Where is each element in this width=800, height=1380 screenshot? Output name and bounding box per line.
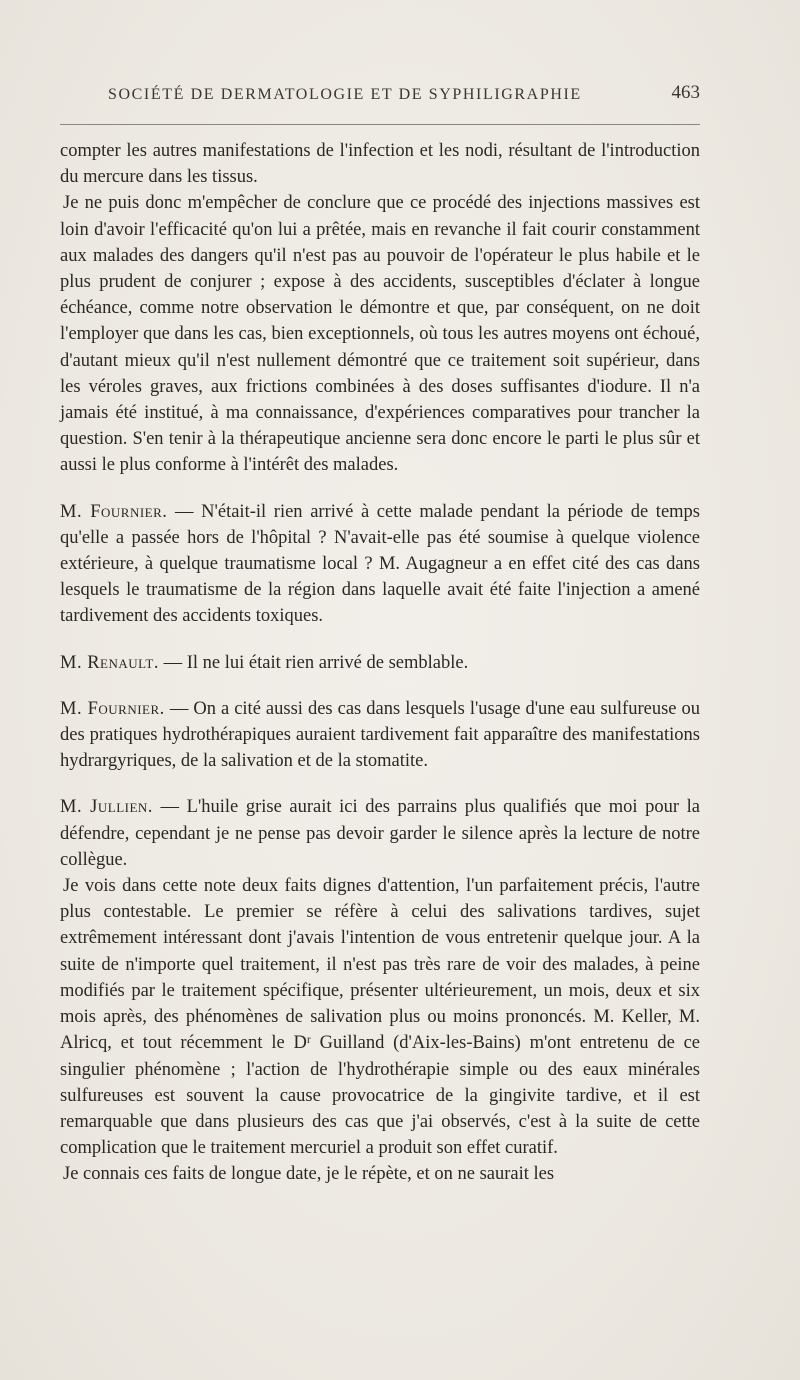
paragraph-salivation: Je vois dans cette note deux faits dignes d'attention, l'un parfaitement précis, l'autre plus contestable. Le premier se réfère à celui des salivations tardives, sujet extrêmement intéressant dont j'avais l'intention de vous entretenir quelque jour. A la suite de n'importe quel traitement, il n'est pas très rare de voir des malades, à peine modifiés par le traitement spécifique, présenter ultérieurement, un mois, deux et six mois après, des phénomènes de salivation plus ou moins prononcés. M. Keller, M. Alricq, et tout récemment le Dʳ Guilland (d'Aix-les-Bains) m'ont entretenu de ce singulier phénomène ; l'action de l'hydrothérapie simple ou des eaux minérales sulfureuses est souvent la cause provocatrice de la gingivite tardive, et il est remarquable que dans plusieurs des cas que j'ai observés, c'est à la suite de cette complication que le traitement mercuriel a produit son effet curatif. — [60, 876, 700, 1159]
paragraph-continuation: compter les autres manifestations de l'infection et les nodi, résultant de l'introduction du mercure dans les tissus. — [60, 141, 700, 188]
page-number: 463 — [671, 82, 700, 103]
speaker-name: M. Fournier. — [60, 698, 165, 719]
paragraph-gap — [60, 774, 700, 794]
paragraph-conclusion: Je ne puis donc m'empêcher de conclure que ce procédé des injections massives est loin d'avoir l'efficacité qu'on lui a prêtée, mais en revanche il fait courir constamment aux malades des dangers qu'il n'est pas au pouvoir de l'opérateur le plus habile et le plus prudent de conjurer ; expose à des accidents, susceptibles d'éclater à longue échéance, comme notre observation le démontre et que, par conséquent, on ne doit l'employer que dans les cas, bien exceptionnels, où tous les autres moyens ont échoué, d'autant mieux qu'il n'est nullement démontré que ce traitement soit supérieur, dans les véroles graves, aux frictions combinées à des doses suffisantes d'iodure. Il n'a jamais été institué, à ma connaissance, d'expériences comparatives pour trancher la question. S'en tenir à la thérapeutique ancienne sera donc encore le parti le plus sûr et aussi le plus conforme à l'intérêt des malades. — [60, 193, 700, 476]
speaker-name: M. Fournier. — [60, 501, 168, 522]
paragraph-final-line: Je connais ces faits de longue date, je le répète, et on ne saurait les — [63, 1164, 555, 1185]
paragraph-fournier-2 — [60, 696, 700, 775]
body-text — [60, 138, 700, 1188]
page-header — [60, 80, 700, 110]
speech-text: — Il ne lui était rien arrivé de semblable. — [158, 652, 469, 673]
paragraph-gap — [60, 676, 700, 696]
speech-text: — L'huile grise aurait ici des parrains plus qualifiés que moi pour la défendre, cependant je ne pense pas devoir garder le silence après la lecture de notre collègue. — [60, 797, 700, 870]
paragraph-renault — [60, 650, 700, 676]
paragraph-gap — [60, 630, 700, 650]
speaker-name: M. Renault. — [60, 652, 159, 673]
header-rule — [60, 124, 700, 125]
speech-text: — N'était-il rien arrivé à cette malade pendant la période de temps qu'elle a passée hors de l'hôpital ? N'avait-elle pas été soumise à quelque violence extérieure, à quelque traumatisme local ? M. Augagneur a en effet cité des cas dans lesquels le traumatisme de la région dans laquelle avait été faite l'injection a amené tardivement des accidents toxiques. — [60, 501, 700, 627]
running-head: SOCIÉTÉ DE DERMATOLOGIE ET DE SYPHILIGRAPHIE — [108, 86, 582, 103]
speech-text: — On a cité aussi des cas dans lesquels l'usage d'une eau sulfureuse ou des pratiques hydrothérapiques auraient tardivement fait apparaître des manifestations hydrargyriques, de la salivation et de la stomatite. — [60, 698, 701, 772]
paragraph-gap — [60, 479, 700, 499]
paragraph-fournier-1 — [60, 499, 700, 630]
speaker-name: M. Jullien. — [60, 797, 153, 818]
paragraph-jullien — [60, 794, 700, 873]
